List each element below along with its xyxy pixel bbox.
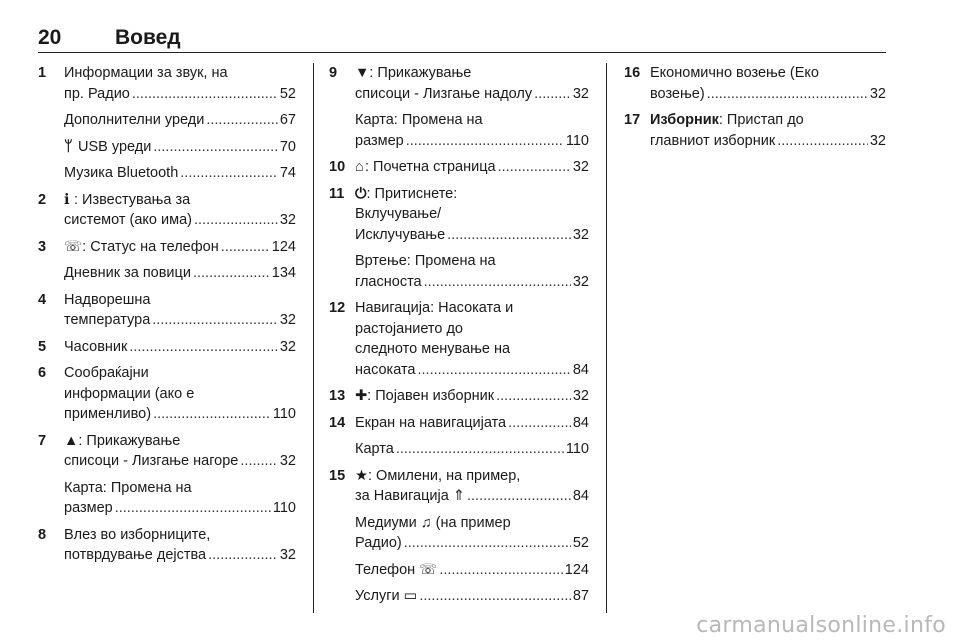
page-ref: 32	[279, 547, 296, 563]
page-ref: 110	[565, 132, 589, 149]
page-ref: 124	[271, 238, 296, 255]
page-ref: 84	[572, 488, 589, 504]
phone-icon: ☏	[64, 238, 83, 255]
item-number: 13	[329, 388, 346, 404]
page-header	[38, 24, 886, 53]
usb-icon: ᛘ	[64, 138, 73, 155]
page-ref: 32	[279, 312, 296, 328]
column-divider-1	[313, 63, 314, 613]
list-item-15: 15 ★: Омилени, на пример, за Навигација ⇑ ..... 84	[329, 466, 589, 507]
list-subitem: Музика Bluetooth ..... 74	[38, 163, 296, 184]
list-item-17: 17 Изборник: Пристап до главниот изборник ..... 32	[624, 110, 886, 151]
page-ref: 84	[572, 361, 589, 378]
page-ref: 32	[572, 273, 589, 290]
list-item-8: 8 Влез во изборниците, потврдување дејства ..... 32	[38, 525, 296, 566]
list-subitem: Дневник за повици ..... 134	[38, 263, 296, 284]
column-1	[38, 63, 296, 572]
list-item-5: 5 Часовник ..... 32	[38, 337, 296, 358]
item-number: 15	[329, 467, 346, 484]
page-ref: 70	[279, 138, 296, 155]
page-ref: 87	[572, 588, 589, 604]
item-number: 14	[329, 414, 346, 431]
list-item-12: 12 Навигација: Насоката и растојанието до следното менување на насоката ..... 84	[329, 298, 589, 380]
item-number: 5	[38, 338, 47, 355]
page-ref: 32	[572, 388, 589, 404]
page-ref: 52	[279, 85, 296, 102]
list-subitem: Телефон ☏ ..... 124	[329, 560, 589, 581]
column-divider-2	[606, 63, 607, 613]
list-subitem: ᛘ USB уреди ..... 70	[38, 137, 296, 158]
page-ref: 110	[565, 441, 589, 457]
page-ref: 67	[279, 112, 296, 128]
list-item-3: 3 ☏: Статус на телефон ..... 124	[38, 237, 296, 258]
list-item-16: 16 Економично возење (Еко возење) ..... 32	[624, 63, 886, 104]
star-icon: ★	[355, 467, 368, 484]
list-subitem: Вртење: Промена на гласноста ..... 32	[329, 251, 589, 292]
list-subitem: Карта ..... 110	[329, 439, 589, 460]
list-item-11: 11 ⏻: Притиснете: Вклучување/ Исклучување ..... 32	[329, 184, 589, 246]
item-number: 17	[624, 112, 641, 128]
list-item-1: 1 Информации за звук, на пр. Радио ..... 52	[38, 63, 296, 104]
list-item-13: 13 ✚: Појавен изборник ..... 32	[329, 386, 589, 407]
item-number: 11	[329, 185, 345, 202]
item-number: 6	[38, 365, 47, 381]
page-ref: 84	[572, 414, 589, 431]
page-ref: 32	[869, 132, 886, 149]
arrow-up-icon: ▲	[64, 432, 79, 449]
power-icon: ⏻	[355, 185, 367, 202]
list-item-2: 2 ℹ : Известувања за системот (ако има) ..... 32	[38, 190, 296, 231]
page-ref: 134	[271, 265, 296, 281]
page-ref: 52	[572, 535, 589, 551]
page-ref: 32	[869, 85, 886, 102]
list-subitem: Дополнителни уреди ..... 67	[38, 110, 296, 131]
page-number: 20	[38, 26, 62, 49]
item-number: 8	[38, 526, 47, 543]
item-number: 10	[329, 159, 346, 175]
list-subitem: Услуги ▭ ..... 87	[329, 586, 589, 607]
list-item-6: 6 Сообраќајни информации (ако е применливо) ..... 110	[38, 363, 296, 425]
plus-icon: ✚	[355, 388, 368, 404]
column-3	[624, 63, 886, 157]
list-subitem: Карта: Промена на размер ..... 110	[38, 478, 296, 519]
item-number: 1	[38, 65, 47, 81]
list-item-9: 9 ▼: Прикажување списоци - Лизгање надолу ..... 32	[329, 63, 589, 104]
page-ref: 32	[279, 338, 296, 355]
page-title: Вовед	[115, 26, 181, 49]
list-subitem: Медиуми ♫ (на пример Радио) ..... 52	[329, 513, 589, 554]
page-ref: 32	[279, 453, 296, 469]
item-number: 9	[329, 65, 338, 81]
page-ref: 32	[572, 85, 589, 102]
list-item-4: 4 Надворешна температура ..... 32	[38, 290, 296, 331]
item-number: 16	[624, 65, 641, 81]
page-ref: 124	[564, 561, 589, 578]
page-ref: 110	[272, 406, 296, 422]
item-number: 3	[38, 238, 47, 255]
page-ref: 74	[279, 165, 296, 181]
item-number: 2	[38, 191, 47, 208]
page-ref: 110	[272, 500, 296, 516]
page-ref: 32	[572, 159, 589, 175]
page-ref: 32	[279, 212, 296, 228]
list-item-7: 7 ▲: Прикажување списоци - Лизгање нагоре ..... 32	[38, 431, 296, 472]
page-ref: 32	[572, 226, 589, 243]
item-number: 7	[38, 432, 47, 449]
arrow-down-icon: ▼	[355, 65, 370, 81]
list-item-10: 10 ⌂: Почетна страница ..... 32	[329, 157, 589, 178]
column-2	[329, 63, 589, 613]
item-number: 12	[329, 300, 346, 316]
watermark: carmanualsonline.info	[696, 613, 946, 638]
list-item-14: 14 Екран на навигацијата ..... 84	[329, 413, 589, 434]
item-number: 4	[38, 291, 47, 308]
list-subitem: Карта: Промена на размер ..... 110	[329, 110, 589, 151]
info-icon: ℹ	[64, 191, 70, 208]
home-icon: ⌂	[355, 159, 364, 175]
